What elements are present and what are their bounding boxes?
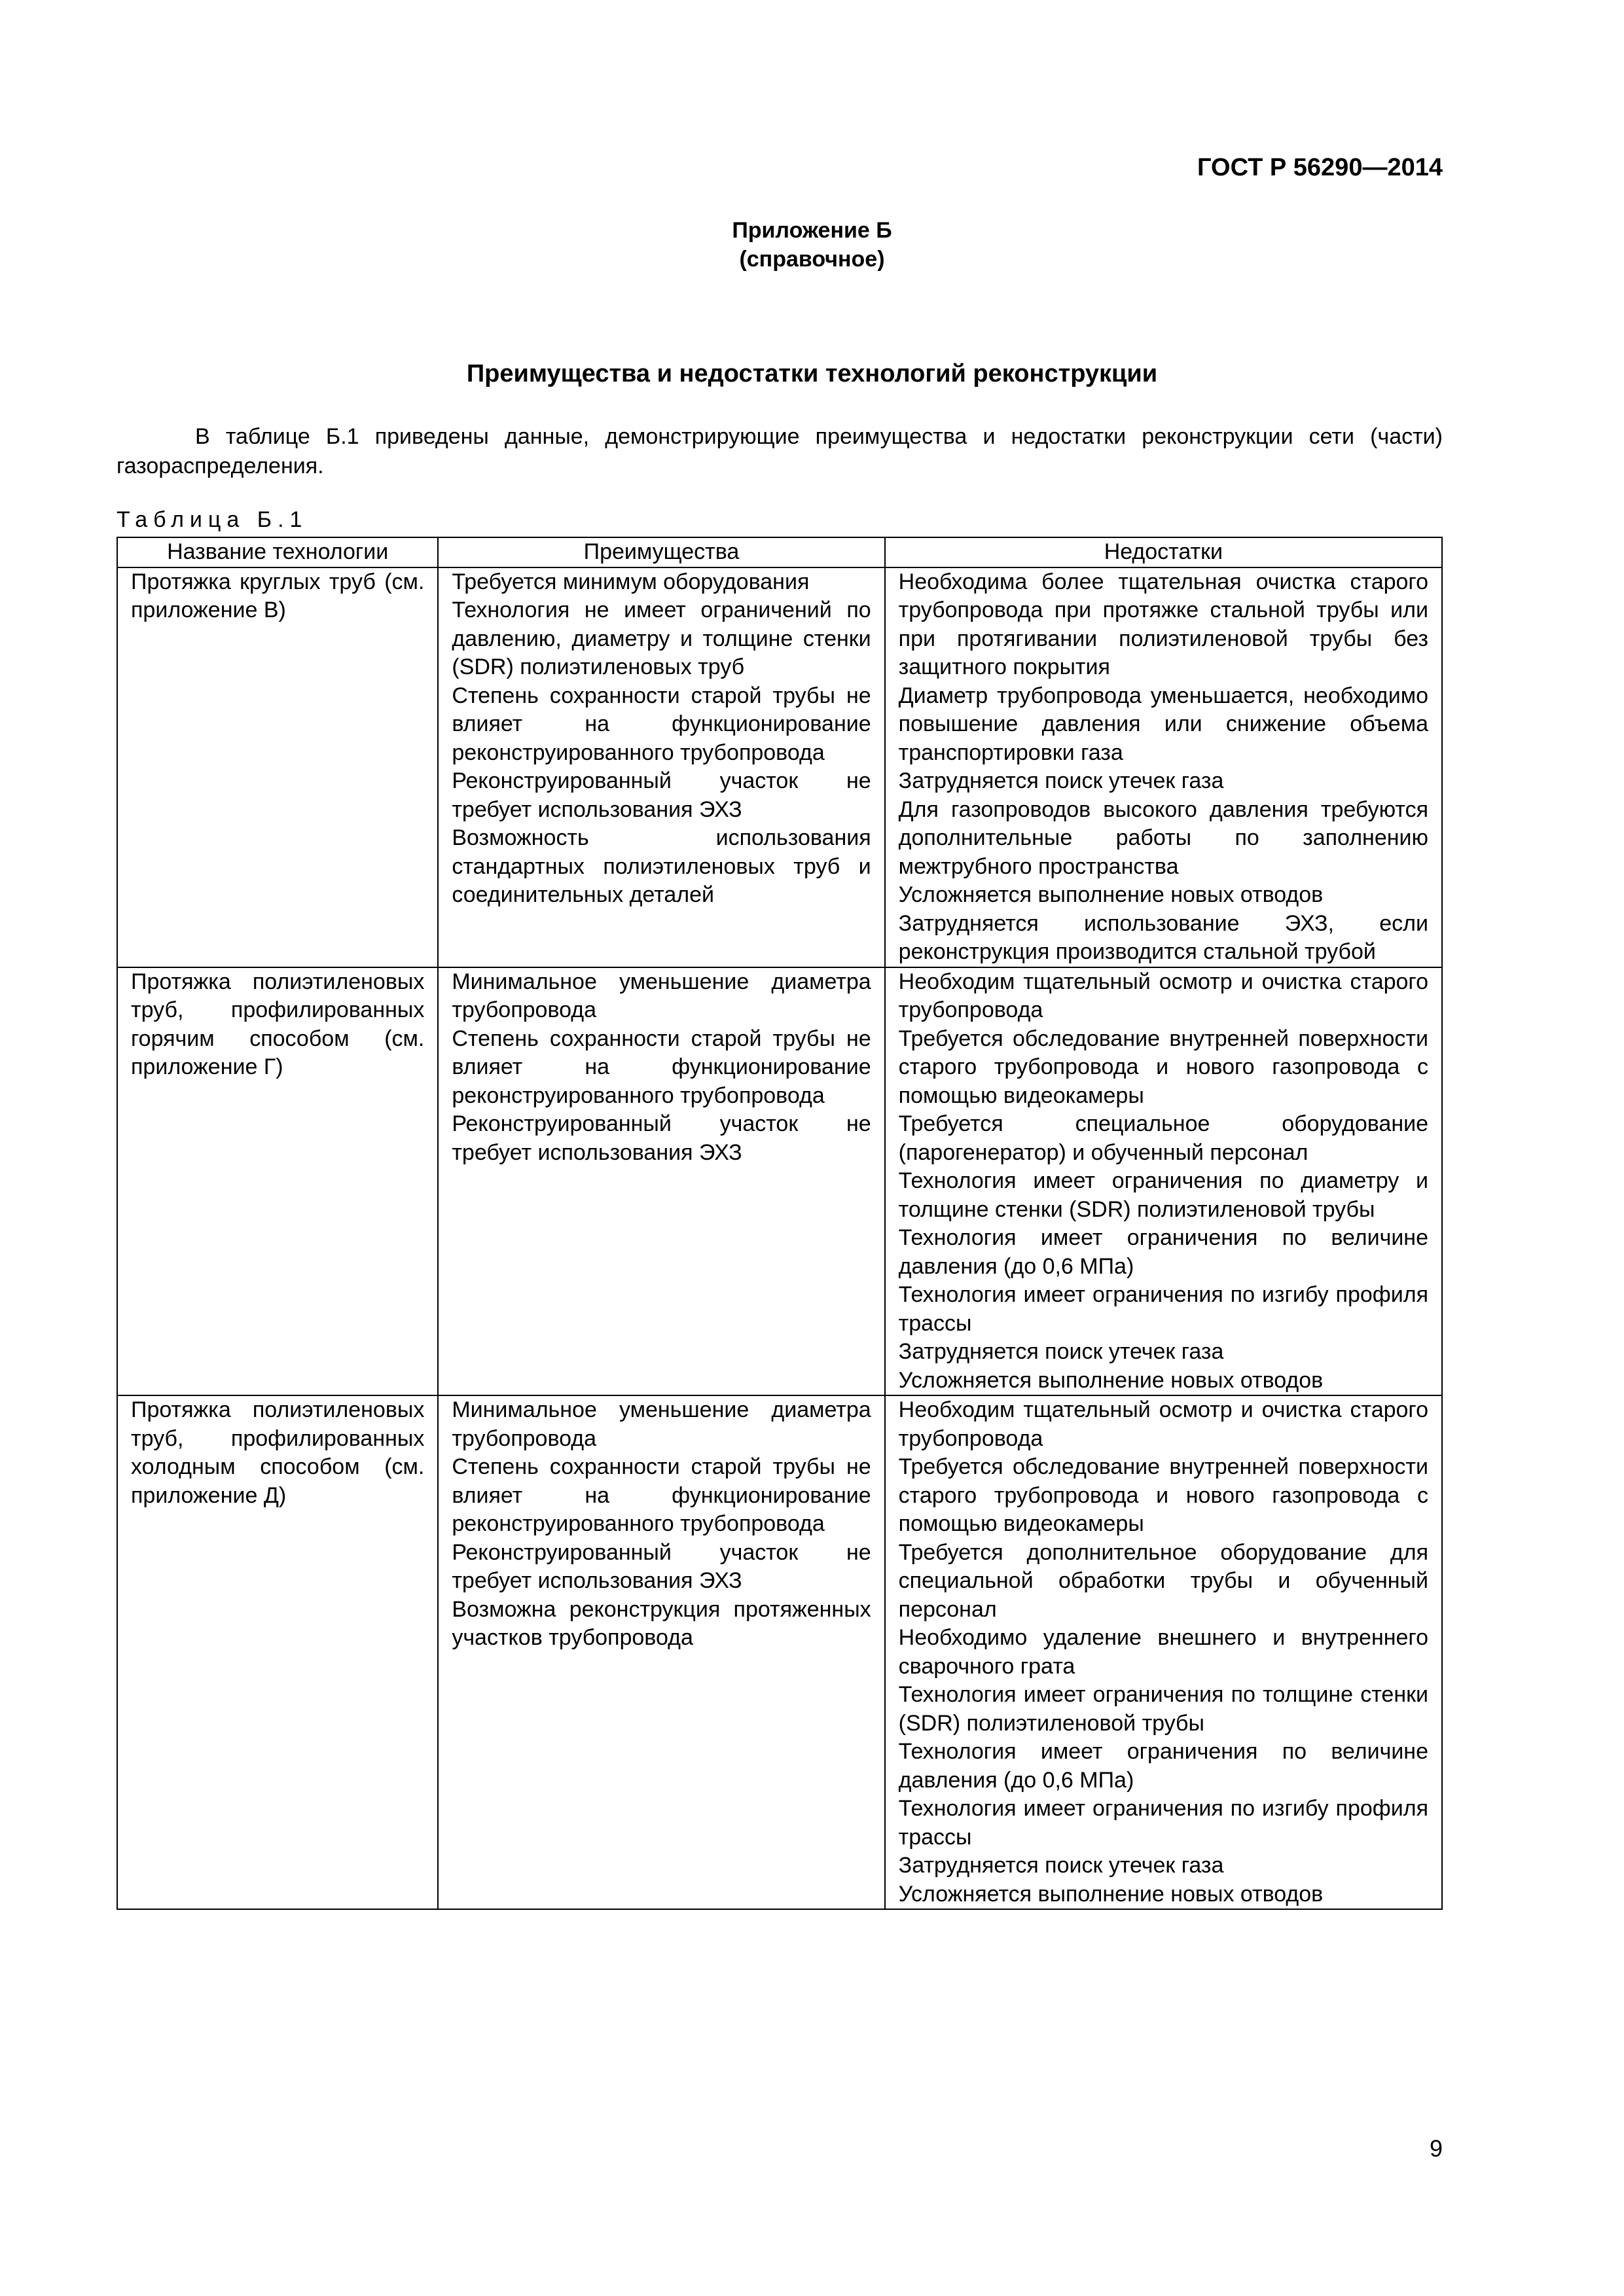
technology-name-cell: Протяжка полиэтиленовых труб, профилированных холодным способом (см. приложение Д) <box>117 1395 438 1909</box>
disadvantage-item: Затрудняется поиск утечек газа <box>898 1339 1224 1364</box>
disadvantage-item: Требуется специальное оборудование (парогенератор) и обученный персонал <box>898 1111 1428 1165</box>
disadvantage-item: Требуется обследование внутренней поверхности старого трубопровода и нового газопровода с помощью видеокамеры <box>898 1454 1428 1536</box>
disadvantage-item: Необходимо удаление внешнего и внутреннего сварочного грата <box>898 1625 1428 1679</box>
disadvantage-item: Технология имеет ограничения по величине давления (до 0,6 МПа) <box>898 1225 1428 1279</box>
advantages-cell <box>438 567 884 967</box>
advantage-item: Степень сохранности старой трубы не влияет на функционирование реконструированного трубопровода <box>452 683 871 765</box>
advantages-cell <box>438 1395 884 1909</box>
table-header-row <box>117 537 1442 567</box>
disadvantage-item: Технология имеет ограничения по изгибу профиля трассы <box>898 1282 1428 1336</box>
appendix-title: Приложение Б <box>732 218 892 243</box>
table-row <box>117 567 1442 967</box>
disadvantage-item: Необходим тщательный осмотр и очистка старого трубопровода <box>898 1397 1428 1451</box>
intro-paragraph: В таблице Б.1 приведены данные, демонстрирующие преимущества и недостатки реконструкции сети (части) газораспределения. <box>117 424 1443 478</box>
disadvantage-item: Необходима более тщательная очистка старого трубопровода при протяжке стальной трубы или при протягивании полиэтиленовой трубы без защитного покрытия <box>898 569 1428 679</box>
disadvantages-cell <box>885 1395 1442 1909</box>
disadvantage-item: Технология имеет ограничения по толщине стенки (SDR) полиэтиленовой трубы <box>898 1682 1428 1736</box>
disadvantage-item: Усложняется выполнение новых отводов <box>898 882 1324 907</box>
technology-name-cell: Протяжка полиэтиленовых труб, профилированных горячим способом (см. приложение Г) <box>117 967 438 1396</box>
section-title: Преимущества и недостатки технологий реконструкции <box>466 360 1158 387</box>
disadvantages-cell <box>885 567 1442 967</box>
advantage-item: Возможна реконструкция протяженных участков трубопровода <box>452 1596 871 1650</box>
advantage-item: Минимальное уменьшение диаметра трубопровода <box>452 969 871 1022</box>
advantage-item: Возможность использования стандартных полиэтиленовых труб и соединительных деталей <box>452 825 871 907</box>
disadvantage-item: Диаметр трубопровода уменьшается, необходимо повышение давления или снижение объема транспортировки газа <box>898 683 1428 765</box>
technology-name-cell: Протяжка круглых труб (см. приложение В) <box>117 567 438 967</box>
advantage-item: Реконструированный участок не требует использования ЭХЗ <box>452 1539 871 1593</box>
advantage-item: Степень сохранности старой трубы не влияет на функционирование реконструированного трубопровода <box>452 1026 871 1108</box>
disadvantage-item: Технология имеет ограничения по изгибу профиля трассы <box>898 1796 1428 1850</box>
disadvantage-item: Требуется обследование внутренней поверхности старого трубопровода и нового газопровода с помощью видеокамеры <box>898 1026 1428 1108</box>
disadvantage-item: Усложняется выполнение новых отводов <box>898 1367 1324 1393</box>
header-advantages: Преимущества <box>438 537 884 567</box>
disadvantage-item: Технология имеет ограничения по диаметру и толщине стенки (SDR) полиэтиленовой трубы <box>898 1168 1428 1222</box>
appendix-subtitle: (справочное) <box>739 247 885 272</box>
advantage-item: Минимальное уменьшение диаметра трубопровода <box>452 1397 871 1451</box>
page-number: 9 <box>1429 2135 1443 2162</box>
disadvantage-item: Усложняется выполнение новых отводов <box>898 1881 1324 1907</box>
disadvantage-item: Затрудняется поиск утечек газа <box>898 768 1224 793</box>
advantage-item: Степень сохранности старой трубы не влияет на функционирование реконструированного трубопровода <box>452 1454 871 1536</box>
table-row <box>117 1395 1442 1909</box>
disadvantage-item: Затрудняется использование ЭХЗ, если реконструкция производится стальной трубой <box>898 910 1428 964</box>
document-id: ГОСТ Р 56290—2014 <box>1197 154 1443 181</box>
header-disadvantages: Недостатки <box>885 537 1442 567</box>
disadvantage-item: Затрудняется поиск утечек газа <box>898 1853 1224 1878</box>
disadvantage-item: Необходим тщательный осмотр и очистка старого трубопровода <box>898 969 1428 1022</box>
advantages-cell <box>438 967 884 1396</box>
table-row <box>117 967 1442 1396</box>
advantage-item: Реконструированный участок не требует использования ЭХЗ <box>452 1111 871 1165</box>
disadvantage-item: Требуется дополнительное оборудование для специальной обработки трубы и обученный персонал <box>898 1539 1428 1622</box>
header-technology-name: Название технологии <box>117 537 438 567</box>
advantage-item: Реконструированный участок не требует использования ЭХЗ <box>452 768 871 822</box>
disadvantage-item: Технология имеет ограничения по величине давления (до 0,6 МПа) <box>898 1739 1428 1793</box>
technologies-table <box>117 537 1443 1910</box>
advantage-item: Требуется минимум оборудования <box>452 569 810 594</box>
disadvantages-cell <box>885 967 1442 1396</box>
table-body <box>117 567 1442 1910</box>
table-caption: Таблица Б.1 <box>117 507 308 532</box>
appendix-heading <box>0 216 1624 274</box>
advantage-item: Технология не имеет ограничений по давлению, диаметру и толщине стенки (SDR) полиэтиленовых труб <box>452 598 871 679</box>
disadvantage-item: Для газопроводов высокого давления требуются дополнительные работы по заполнению межтрубного пространства <box>898 797 1428 879</box>
